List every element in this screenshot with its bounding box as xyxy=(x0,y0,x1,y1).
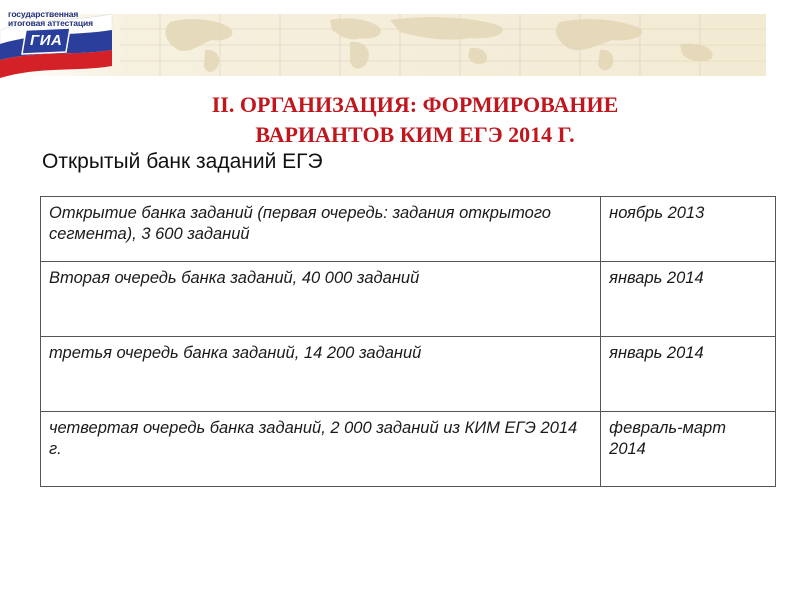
table-row xyxy=(41,262,776,337)
date-cell: февраль-март 2014 xyxy=(601,412,776,487)
task-cell: Вторая очередь банка заданий, 40 000 заданий xyxy=(41,262,601,337)
table-row xyxy=(41,337,776,412)
table-row xyxy=(41,197,776,262)
logo-abbreviation: ГИА xyxy=(30,32,63,49)
task-cell: Открытие банка заданий (первая очередь: задания открытого сегмента), 3 600 заданий xyxy=(41,197,601,262)
date-cell: январь 2014 xyxy=(601,262,776,337)
page-title: II. ОРГАНИЗАЦИЯ: ФОРМИРОВАНИЕ ВАРИАНТОВ КИМ ЕГЭ 2014 Г. xyxy=(211,92,619,147)
gia-logo xyxy=(0,0,115,82)
logo-line-1: государственная xyxy=(8,9,79,19)
task-bank-table xyxy=(40,196,776,487)
date-cell: ноябрь 2013 xyxy=(601,197,776,262)
task-cell: четвертая очередь банка заданий, 2 000 заданий из КИМ ЕГЭ 2014 г. xyxy=(41,412,601,487)
date-cell: январь 2014 xyxy=(601,337,776,412)
logo-caption xyxy=(8,10,108,28)
table-row xyxy=(41,412,776,487)
logo-line-2: итоговая аттестация xyxy=(8,18,94,28)
task-cell: третья очередь банка заданий, 14 200 заданий xyxy=(41,337,601,412)
section-subtitle: Открытый банк заданий ЕГЭ xyxy=(42,150,323,173)
